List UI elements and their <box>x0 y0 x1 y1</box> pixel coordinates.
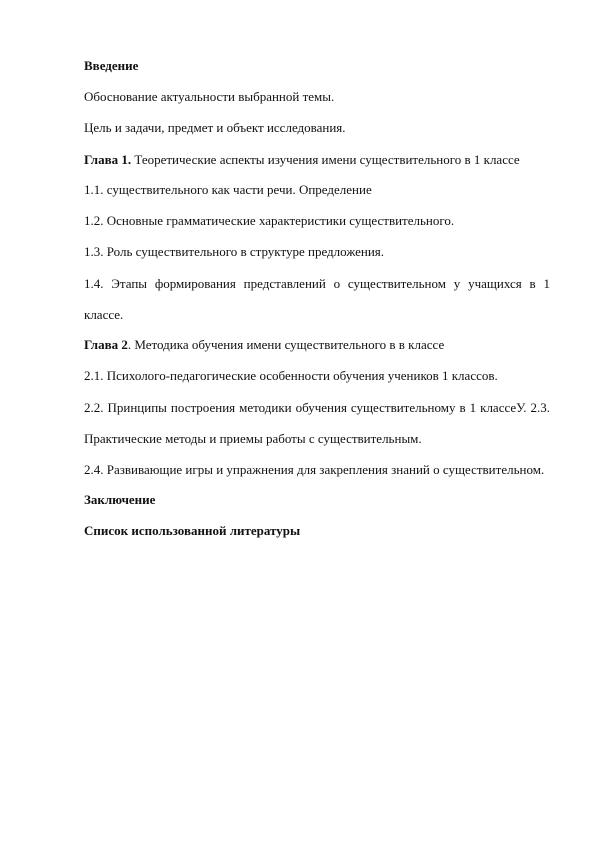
section-2-1: 2.1. Психолого-педагогические особенности обучения учеников 1 классов. <box>84 368 498 383</box>
section-2-4: 2.4. Развивающие игры и упражнения для закрепления знаний о существительном. <box>84 462 545 477</box>
section-1-1: 1.1. существительного как части речи. Определение <box>84 182 372 197</box>
intro-heading: Введение <box>84 58 139 73</box>
conclusion-heading: Заключение <box>84 492 156 507</box>
section-1-2: 1.2. Основные грамматические характеристики существительного. <box>84 213 455 228</box>
chapter-1-label: Глава 1. <box>84 152 132 167</box>
references-heading: Список использованной литературы <box>84 523 301 538</box>
intro-item: Обоснование актуальности выбранной темы. <box>84 89 335 104</box>
chapter-2-title: . Методика обучения имени существительного в в классе <box>127 337 445 352</box>
section-1-3: 1.3. Роль существительного в структуре предложения. <box>84 244 385 259</box>
intro-item: Цель и задачи, предмет и объект исследования. <box>84 120 346 135</box>
table-of-contents <box>84 57 550 553</box>
chapter-2-label: Глава 2 <box>84 337 128 352</box>
chapter-1-title: Теоретические аспекты изучения имени существительного в 1 классе <box>131 152 520 167</box>
chapter-2-heading <box>84 336 550 354</box>
chapter-1-heading <box>84 144 550 175</box>
section-1-4: 1.4. Этапы формирования представлений о существительном у учащихся в 1 классе. <box>84 276 550 322</box>
section-2-2: 2.2. Принципы построения методики обучения существительному в 1 классеУ. 2.3. Практические методы и приемы работы с существительным. <box>84 400 550 446</box>
